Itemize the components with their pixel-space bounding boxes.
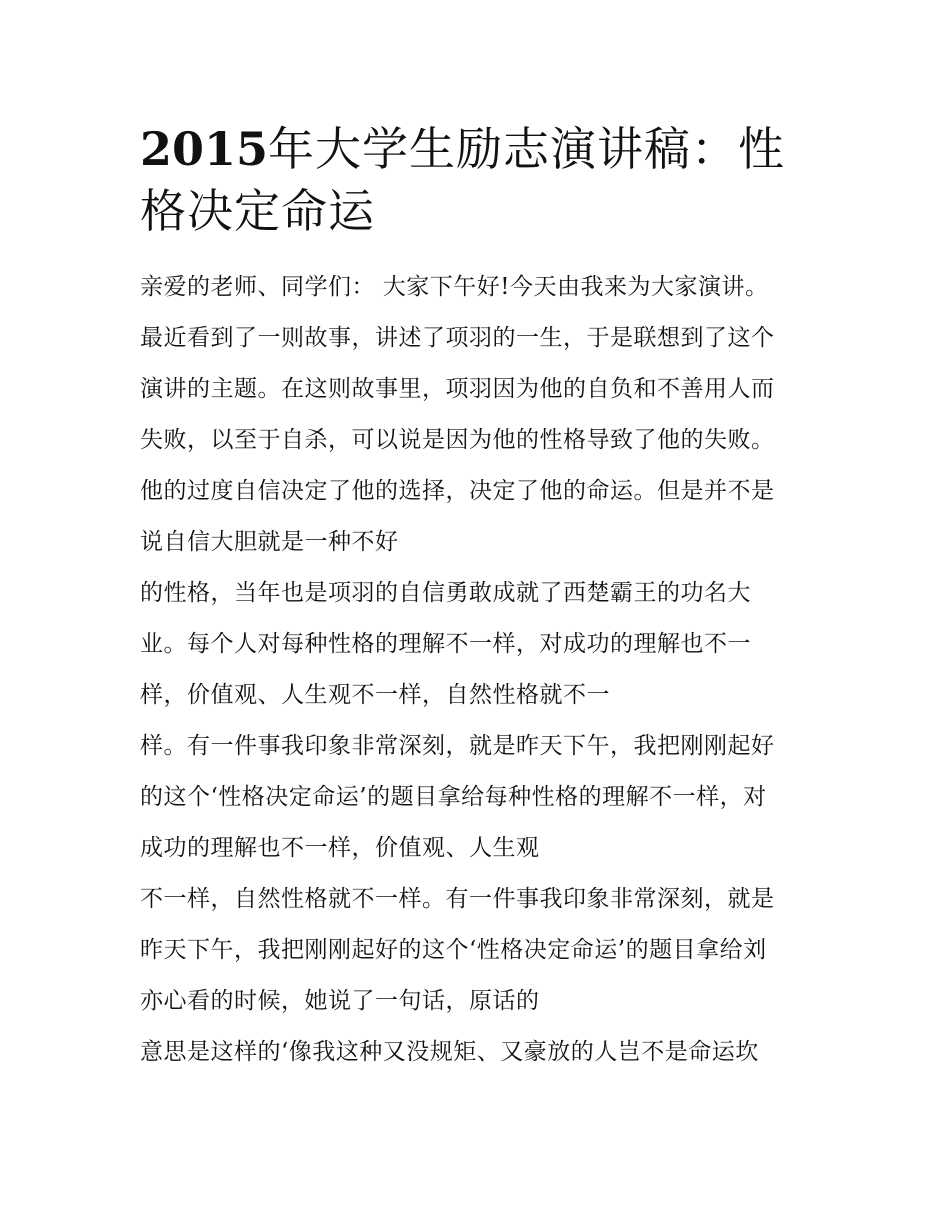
body-line: 亦心看的时候，她说了一句话，原话的 (140, 988, 540, 1014)
body-line: 样。有一件事我印象非常深刻，就是昨天下午，我把刚刚起好 (140, 733, 775, 759)
body-line: 不一样，自然性格就不一样。有一件事我印象非常深刻，就是 (140, 886, 775, 912)
body-line: 意思是这样的‘像我这种又没规矩、又豪放的人岂不是命运坎 (140, 1039, 759, 1065)
body-line: 昨天下午，我把刚刚起好的这个‘性格决定命运’的题目拿给刘 (140, 937, 767, 963)
body-line: 最近看到了一则故事，讲述了项羽的一生，于是联想到了这个 (140, 325, 775, 351)
body-line: 亲爱的老师、同学们： 大家下午好!今天由我来为大家演讲。 (140, 274, 769, 300)
body-line: 他的过度自信决定了他的选择，决定了他的命运。但是并不是 (140, 478, 775, 504)
title-line1-rest: 年大学生励志演讲稿：性 (268, 122, 786, 176)
body-line: 业。每个人对每种性格的理解不一样，对成功的理解也不一 (140, 631, 751, 657)
body-line: 成功的理解也不一样，价值观、人生观 (140, 835, 540, 861)
body-line: 失败，以至于自杀，可以说是因为他的性格导致了他的失败。 (140, 427, 775, 453)
document-title (140, 118, 820, 242)
body-line: 演讲的主题。在这则故事里，项羽因为他的自负和不善用人而 (140, 376, 775, 402)
title-year: 2015 (140, 122, 269, 176)
body-line: 说自信大胆就是一种不好 (140, 529, 399, 555)
body-line: 的性格，当年也是项羽的自信勇敢成就了西楚霸王的功名大 (140, 580, 751, 606)
body-text (140, 262, 820, 1078)
title-line2: 格决定命运 (140, 184, 375, 238)
document-page (140, 118, 820, 1078)
body-line: 的这个‘性格决定命运’的题目拿给每种性格的理解不一样，对 (140, 784, 767, 810)
body-line: 样，价值观、人生观不一样，自然性格就不一 (140, 682, 610, 708)
